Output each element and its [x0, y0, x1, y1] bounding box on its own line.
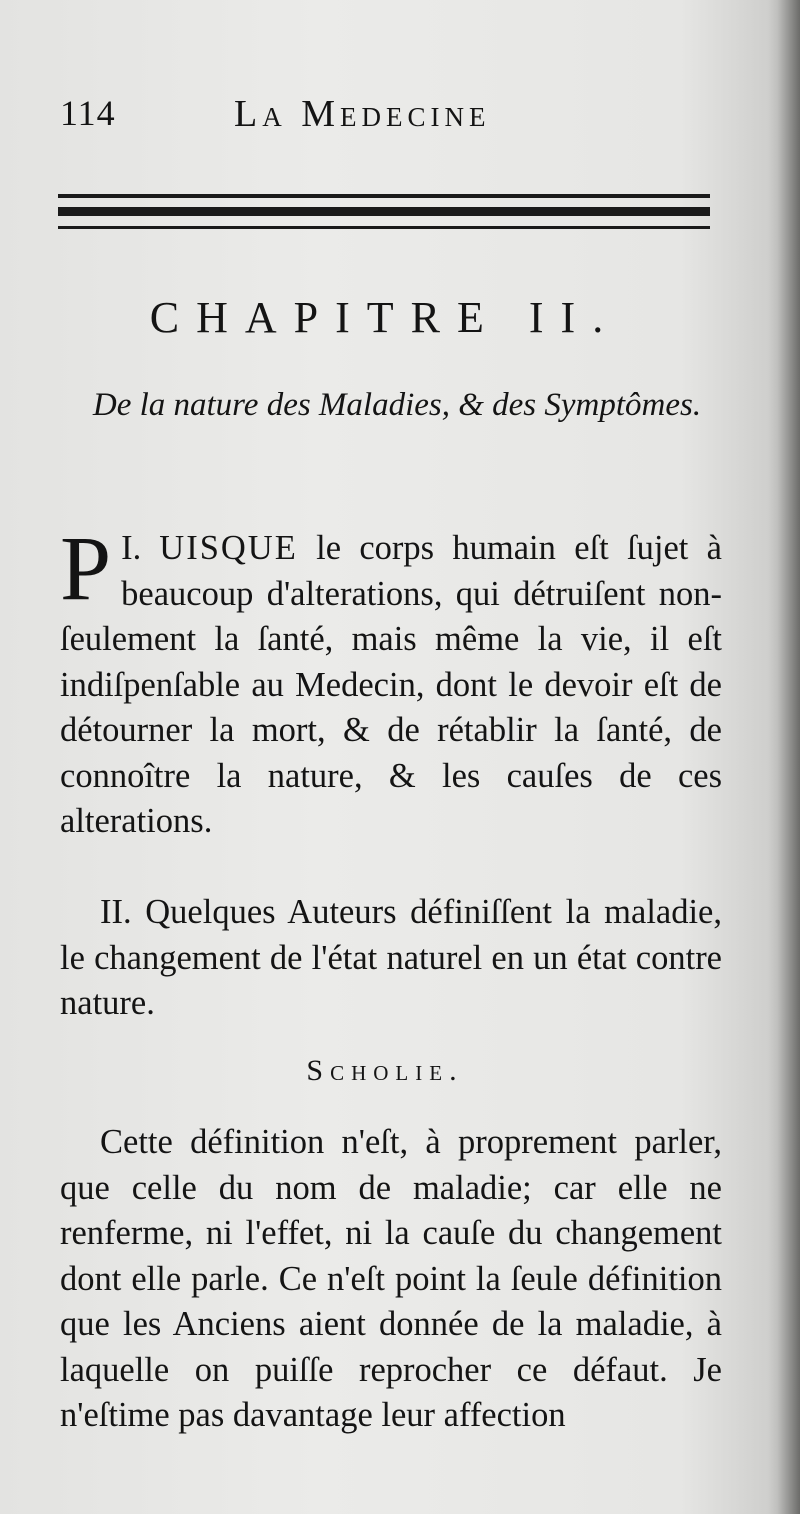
page-gutter-shadow [778, 0, 800, 1514]
drop-cap: P [60, 517, 112, 619]
paragraph-3: Cette définition n'eſt, à proprement parler, que celle du nom de maladie; car elle ne renferme, ni l'effet, ni la cauſe du changement dont elle parle. Ce n'eſt point la ſeule définition que les Anciens aient donnée de la maladie, à laquelle on puiſſe reprocher ce défaut. Je n'eſtime pas davantage leur affection [60, 1123, 722, 1434]
chapter-title: CHAPITRE II. [149, 293, 621, 342]
header-rule-middle [58, 207, 710, 216]
paragraph-1-text: le corps humain eſt ſujet à beaucoup d'alterations, qui détruiſent non-ſeulement la ſanté, mais même la vie, il eſt indiſpenſable au Medecin, dont le devoir eſt de détourner la mort, & de rétablir la ſanté, de connoître la nature, & les cauſes de ces alterations. [60, 529, 722, 840]
page-number: 114 [60, 93, 116, 133]
paragraph-2: II. Quelques Auteurs définiſſent la maladie, le changement de l'état naturel en un état contre nature. [60, 893, 722, 1022]
scholie-heading: Scholie. [306, 1054, 464, 1087]
running-head [60, 92, 710, 142]
header-rule-top [58, 194, 710, 198]
paragraph-number: I. [121, 529, 142, 567]
chapter-subtitle: De la nature des Maladies, & des Symptômes. [92, 387, 702, 423]
header-rule-bottom [58, 226, 710, 229]
opening-word: UISQUE [159, 529, 298, 567]
paragraph-1 [60, 517, 722, 845]
running-title: La Medecine [234, 93, 491, 135]
